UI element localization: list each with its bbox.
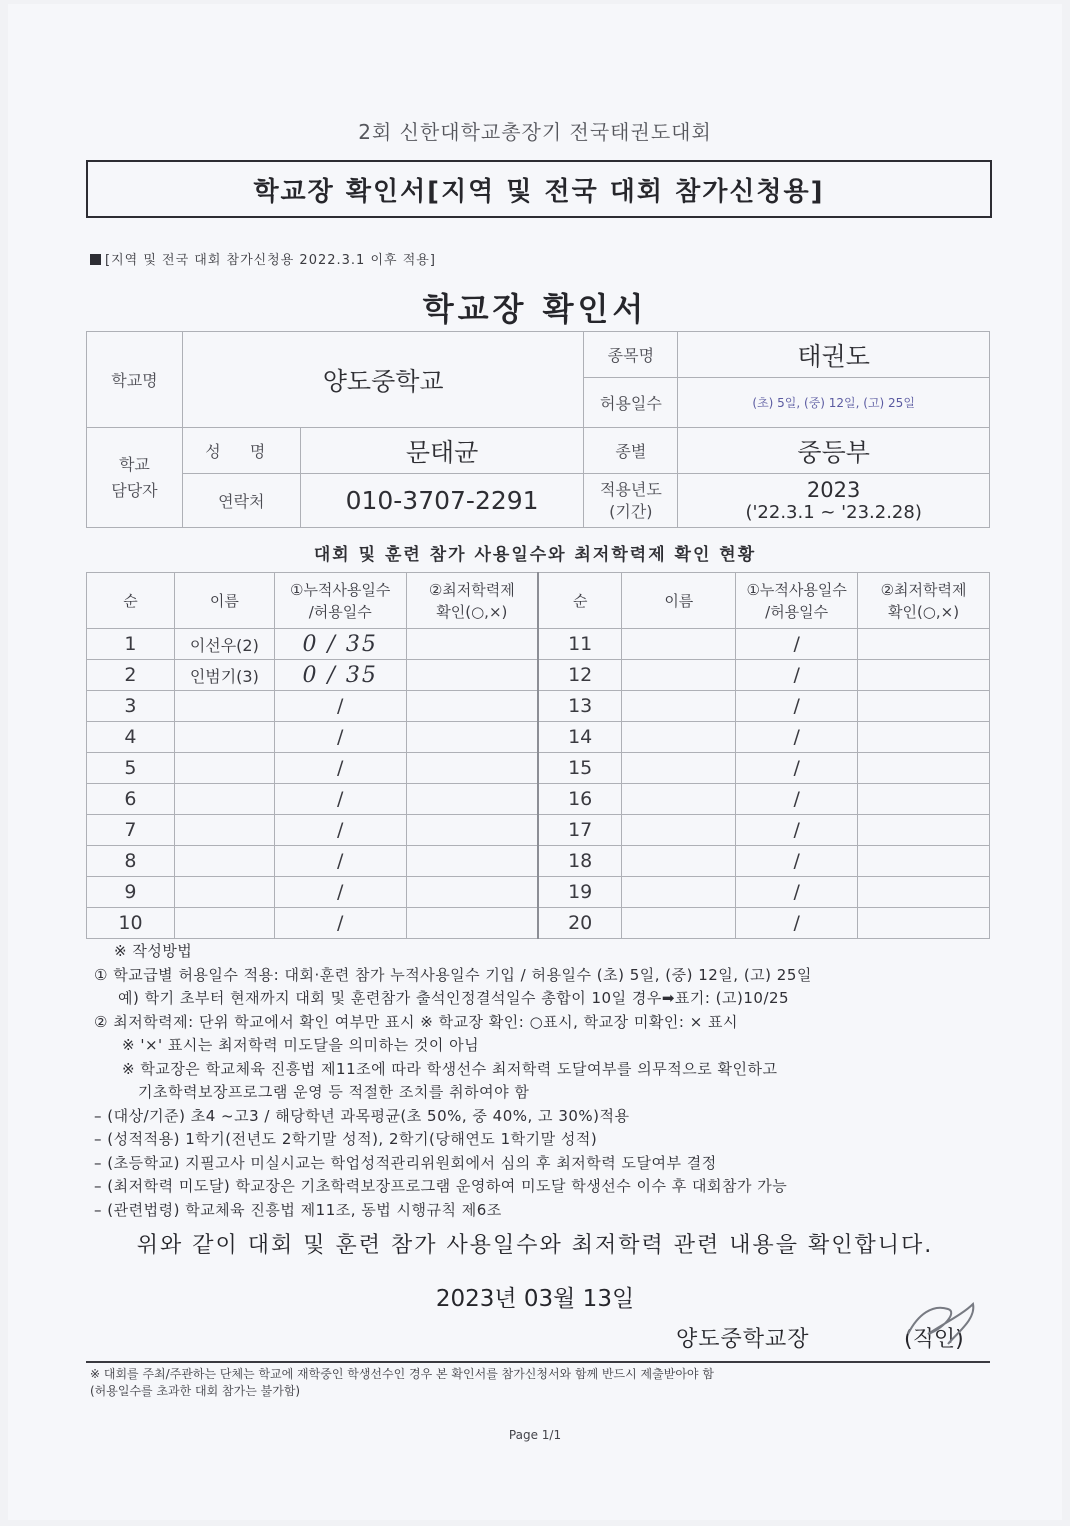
name-label: 성 명 [182,428,300,474]
table-row [87,815,990,846]
days-used: / [736,877,858,908]
days-used: / [736,908,858,939]
row-number: 8 [87,846,175,877]
row-number: 4 [87,722,175,753]
student-name [174,877,274,908]
days-used: / [274,908,406,939]
table-row [87,877,990,908]
student-name [622,629,736,660]
instructions [94,940,994,1222]
days-used: / [274,784,406,815]
days-used: / [736,691,858,722]
student-name [622,877,736,908]
student-name: 인범기(3) [174,660,274,691]
instruction-line: – (관련법령) 학교체육 진흥법 제11조, 동법 시행규칙 제6조 [94,1200,502,1219]
header-days-2 [736,573,858,629]
days-used: 0 / 35 [274,660,406,691]
row-number: 2 [87,660,175,691]
header-check-2-line1: ②최저학력제 [880,580,967,599]
header-name-2: 이름 [622,573,736,629]
allowed-days-value: (초) 5일, (중) 12일, (고) 25일 [678,378,990,428]
days-used: / [274,722,406,753]
seal-label: (직인) [904,1327,964,1352]
min-academic-check [858,722,990,753]
days-used: / [736,660,858,691]
student-name [622,691,736,722]
row-number: 6 [87,784,175,815]
student-name [622,722,736,753]
table-row [87,629,990,660]
min-academic-check [406,877,538,908]
year-value: 2023 [806,478,861,502]
student-name [622,908,736,939]
row-number: 12 [538,660,622,691]
instruction-line: 예) 학기 초부터 현재까지 대회 및 훈련참가 출석인정결석일수 총합이 10일 경우➡표기: (고)10/25 [118,989,790,1007]
header-check-line2: 확인(○,×) [436,602,508,621]
school-info-table [86,331,990,528]
student-name [622,815,736,846]
student-name [174,908,274,939]
page-number: Page 1/1 [508,1428,562,1442]
row-number: 11 [538,629,622,660]
student-name [174,753,274,784]
min-academic-check [858,815,990,846]
header-check-line1: ②최저학력제 [428,580,515,599]
min-academic-check [858,846,990,877]
principal-title: 양도중학교장 [676,1327,810,1352]
year-period: ('22.3.1 ~ '23.2.28) [745,502,922,523]
header-days-line2: /허용일수 [308,602,372,621]
row-number: 1 [87,629,175,660]
school-label: 학교명 [87,332,183,428]
header-name: 이름 [174,573,274,629]
year-cell [678,474,990,528]
min-academic-check [406,908,538,939]
min-academic-check [858,753,990,784]
instruction-line: ① 학교급별 허용일수 적용: 대회·훈련 참가 누적사용일수 기입 / 허용일수 (초) 5일, (중) 12일, (고) 25일 [94,965,812,984]
applicability-note [90,249,436,268]
min-academic-check [406,815,538,846]
table-row [87,722,990,753]
row-number: 9 [87,877,175,908]
row-number: 15 [538,753,622,784]
square-bullet-icon [90,254,101,265]
min-academic-check [406,629,538,660]
instruction-line: ② 최저학력제: 단위 학교에서 확인 여부만 표시 ※ 학교장 확인: ○표시, 학교장 미확인: × 표시 [94,1012,739,1031]
days-used: / [736,815,858,846]
status-subheading: 대회 및 훈련 참가 사용일수와 최저학력제 확인 현황 [313,545,757,565]
table-row [87,660,990,691]
sign-date: 2023년 03월 13일 [435,1286,635,1312]
instruction-line: ※ '×' 표시는 최저학력 미도달을 의미하는 것이 아님 [122,1036,480,1054]
roster-header-row [87,573,990,629]
row-number: 3 [87,691,175,722]
allowed-days-label: 허용일수 [584,378,678,428]
table-row [87,753,990,784]
student-name: 이선우(2) [174,629,274,660]
handwritten-signature [888,1294,998,1354]
table-row [87,908,990,939]
header-no: 순 [87,573,175,629]
student-name [174,691,274,722]
footer-note-line: (허용일수를 초과한 대회 참가는 불가함) [90,1384,301,1398]
event-header: 2회 신한대학교총장기 전국태권도대회 [358,120,712,144]
row-number: 10 [87,908,175,939]
days-used: / [274,877,406,908]
confirmation-statement: 위와 같이 대회 및 훈련 참가 사용일수와 최저학력 관련 내용을 확인합니다. [136,1233,934,1258]
instruction-line: 기초학력보장프로그램 운영 등 적절한 조치를 취하여야 함 [138,1083,530,1101]
min-academic-check [858,691,990,722]
days-used: / [274,691,406,722]
instruction-line: – (성적적용) 1학기(전년도 2학기말 성적), 2학기(당해연도 1학기말 성적) [94,1130,598,1148]
student-name [174,784,274,815]
min-academic-check [858,877,990,908]
header-days-2-line2: /허용일수 [765,602,829,621]
event-label: 종목명 [584,332,678,378]
days-used: / [274,815,406,846]
row-number: 14 [538,722,622,753]
header-days-line1: ①누적사용일수 [290,580,391,599]
name-value: 문태균 [300,428,584,474]
min-academic-check [858,660,990,691]
footer-divider [86,1361,990,1363]
min-academic-check [858,908,990,939]
row-number: 18 [538,846,622,877]
table-row [87,691,990,722]
row-number: 13 [538,691,622,722]
title-box: 학교장 확인서[지역 및 전국 대회 참가신청용] [86,160,992,218]
division-value: 중등부 [678,428,990,474]
min-academic-check [406,660,538,691]
contact-label: 연락처 [182,474,300,528]
days-used: / [736,784,858,815]
row-number: 16 [538,784,622,815]
min-academic-check [406,784,538,815]
header-days [274,573,406,629]
days-used: / [274,753,406,784]
student-name [622,846,736,877]
applicability-note-text: [지역 및 전국 대회 참가신청용 2022.3.1 이후 적용] [105,253,436,268]
row-number: 17 [538,815,622,846]
days-used: / [736,846,858,877]
min-academic-check [858,784,990,815]
days-used: 0 / 35 [274,629,406,660]
days-used: / [736,629,858,660]
min-academic-check [406,691,538,722]
document-page [8,4,1062,1520]
page-title: 학교장 확인서 [422,290,648,328]
header-check-2-line2: 확인(○,×) [887,602,960,621]
instruction-line: ※ 학교장은 학교체육 진흥법 제11조에 따라 학생선수 최저학력 도달여부를 의무적으로 확인하고 [122,1059,778,1078]
row-number: 19 [538,877,622,908]
contact-value: 010-3707-2291 [300,474,584,528]
days-used: / [736,753,858,784]
instruction-line: ※ 작성방법 [114,942,193,960]
year-label: 적용년도 (기간) [584,474,678,528]
header-days-2-line1: ①누적사용일수 [746,580,847,599]
school-value: 양도중학교 [182,332,584,428]
days-used: / [736,722,858,753]
instruction-line: – (최저학력 미도달) 학교장은 기초학력보장프로그램 운영하여 미도달 학생선수 이수 후 대회참가 가능 [94,1177,788,1195]
table-row [87,784,990,815]
header-no-2: 순 [538,573,622,629]
student-name [622,784,736,815]
min-academic-check [406,846,538,877]
table-row [87,846,990,877]
footer-note-line: ※ 대회를 주최/주관하는 단체는 학교에 재학중인 학생선수인 경우 본 확인서를 참가신청서와 함께 반드시 제출받아야 함 [90,1367,714,1381]
division-label: 종별 [584,428,678,474]
footer-note [90,1366,714,1400]
min-academic-check [858,629,990,660]
event-value: 태권도 [678,332,990,378]
roster-table [86,572,990,939]
instruction-line: – (대상/기준) 초4 ~고3 / 해당학년 과목평균(초 50%, 중 40%, 고 30%)적용 [94,1106,630,1125]
header-check-2 [858,573,990,629]
student-name [622,753,736,784]
instruction-line: – (초등학교) 지필고사 미실시교는 학업성적관리위원회에서 심의 후 최저학력 도달여부 결정 [94,1153,717,1172]
student-name [174,846,274,877]
min-academic-check [406,753,538,784]
header-check [406,573,538,629]
min-academic-check [406,722,538,753]
row-number: 5 [87,753,175,784]
days-used: / [274,846,406,877]
student-name [174,722,274,753]
student-name [622,660,736,691]
student-name [174,815,274,846]
row-number: 20 [538,908,622,939]
row-number: 7 [87,815,175,846]
manager-label: 학교 담당자 [87,428,183,528]
